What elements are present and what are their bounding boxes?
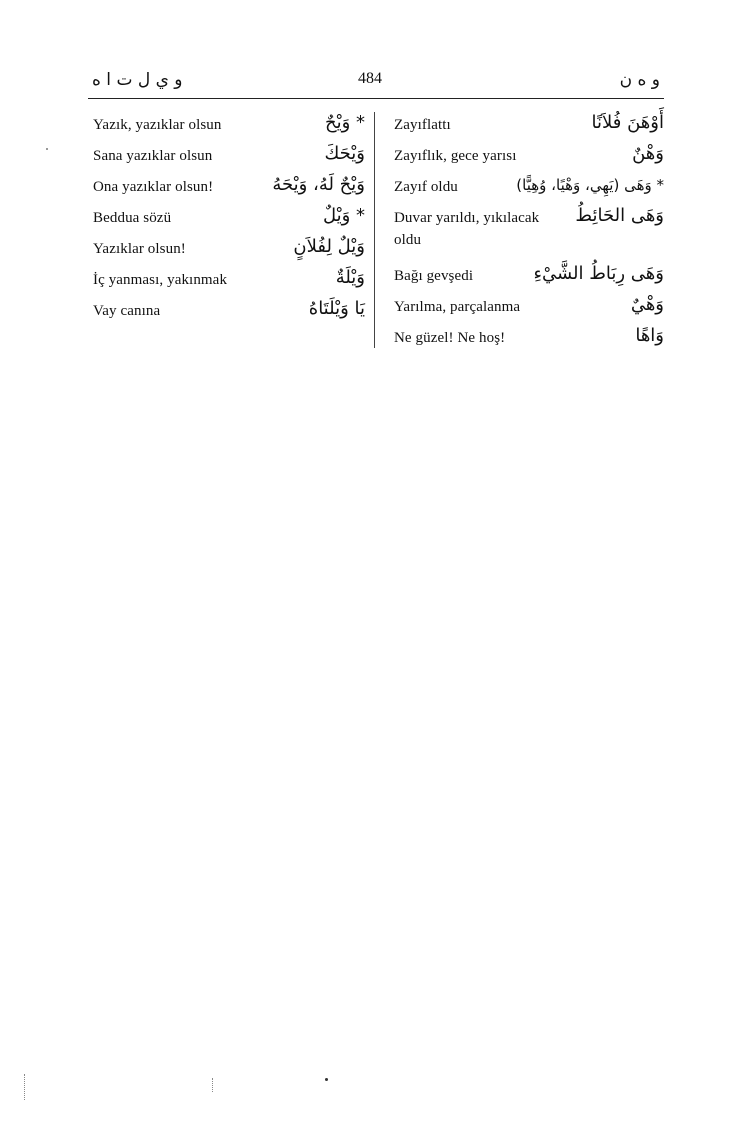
turkish-meaning: Bağı gevşedi: [394, 268, 474, 284]
arabic-headword: وَهْنٌ: [632, 143, 664, 164]
arabic-headword: * وَيْحٌ: [324, 112, 365, 133]
arabic-headword: وَهَى الحَائِطُ: [575, 205, 664, 226]
turkish-meaning: Beddua sözü: [93, 210, 172, 226]
dictionary-entry: [93, 265, 365, 296]
scan-dot: [325, 1078, 328, 1081]
left-column: [93, 110, 365, 327]
dictionary-entry: [394, 261, 664, 292]
dictionary-entry: [93, 234, 365, 265]
dictionary-entry: [93, 296, 365, 327]
arabic-headword: وَهْيٌ: [630, 294, 664, 315]
arabic-headword: أَوْهَنَ فُلاَنًا: [591, 112, 664, 133]
arabic-headword: وَيْحٌ لَهُ، وَيْحَهُ: [272, 174, 365, 195]
turkish-meaning: Yazık, yazıklar olsun: [93, 117, 222, 133]
header-rule: [88, 98, 664, 99]
arabic-headword: يَا وَيْلَتَاهُ: [308, 298, 365, 319]
page-number: 484: [358, 70, 382, 87]
scan-edge-mark: [24, 1074, 26, 1100]
dictionary-entry: [394, 323, 664, 354]
arabic-headword: * وَيْلٌ: [322, 205, 365, 226]
turkish-meaning: Sana yazıklar olsun: [93, 148, 213, 164]
turkish-meaning: Zayıflık, gece yarısı: [394, 148, 517, 164]
scan-speck: [46, 148, 48, 150]
turkish-meaning: Ona yazıklar olsun!: [93, 179, 214, 195]
turkish-meaning: Vay canına: [93, 303, 161, 319]
turkish-meaning: İç yanması, yakınmak: [93, 272, 228, 288]
dictionary-entry: [93, 172, 365, 203]
column-divider: [374, 112, 375, 348]
turkish-meaning: Yazıklar olsun!: [93, 241, 186, 257]
arabic-headword: وَيْلٌ لِفُلاَنٍ: [293, 236, 365, 257]
dictionary-entry: [394, 203, 664, 261]
dictionary-entry: [394, 110, 664, 141]
arabic-headword: وَاهًا: [635, 325, 664, 346]
header-left-roots: و ي ل ت ا ه: [92, 70, 183, 90]
dictionary-entry: [394, 141, 664, 172]
turkish-meaning: Ne güzel! Ne hoş!: [394, 330, 506, 346]
dictionary-entry: [93, 203, 365, 234]
scan-edge-mark: [212, 1078, 214, 1092]
header-right-roots: و ه ن: [619, 70, 660, 90]
turkish-meaning: Zayıflattı: [394, 117, 451, 133]
dictionary-entry: [93, 110, 365, 141]
arabic-headword: * وَهَى (يَهِي، وَهْيًا، وُهِيًّا): [516, 176, 664, 194]
turkish-meaning: Duvar yarıldı, yıkılacak oldu: [394, 210, 540, 248]
dictionary-entry: [394, 172, 664, 203]
turkish-meaning: Zayıf oldu: [394, 179, 458, 195]
arabic-headword: وَيْلَةٌ: [335, 267, 365, 288]
turkish-meaning: Yarılma, parçalanma: [394, 299, 521, 315]
arabic-headword: وَهَى رِبَاطُ الشَّيْءِ: [533, 263, 664, 284]
dictionary-entry: [93, 141, 365, 172]
right-column: [394, 110, 664, 354]
dictionary-entry: [394, 292, 664, 323]
arabic-headword: وَيْحَكَ: [324, 143, 365, 164]
